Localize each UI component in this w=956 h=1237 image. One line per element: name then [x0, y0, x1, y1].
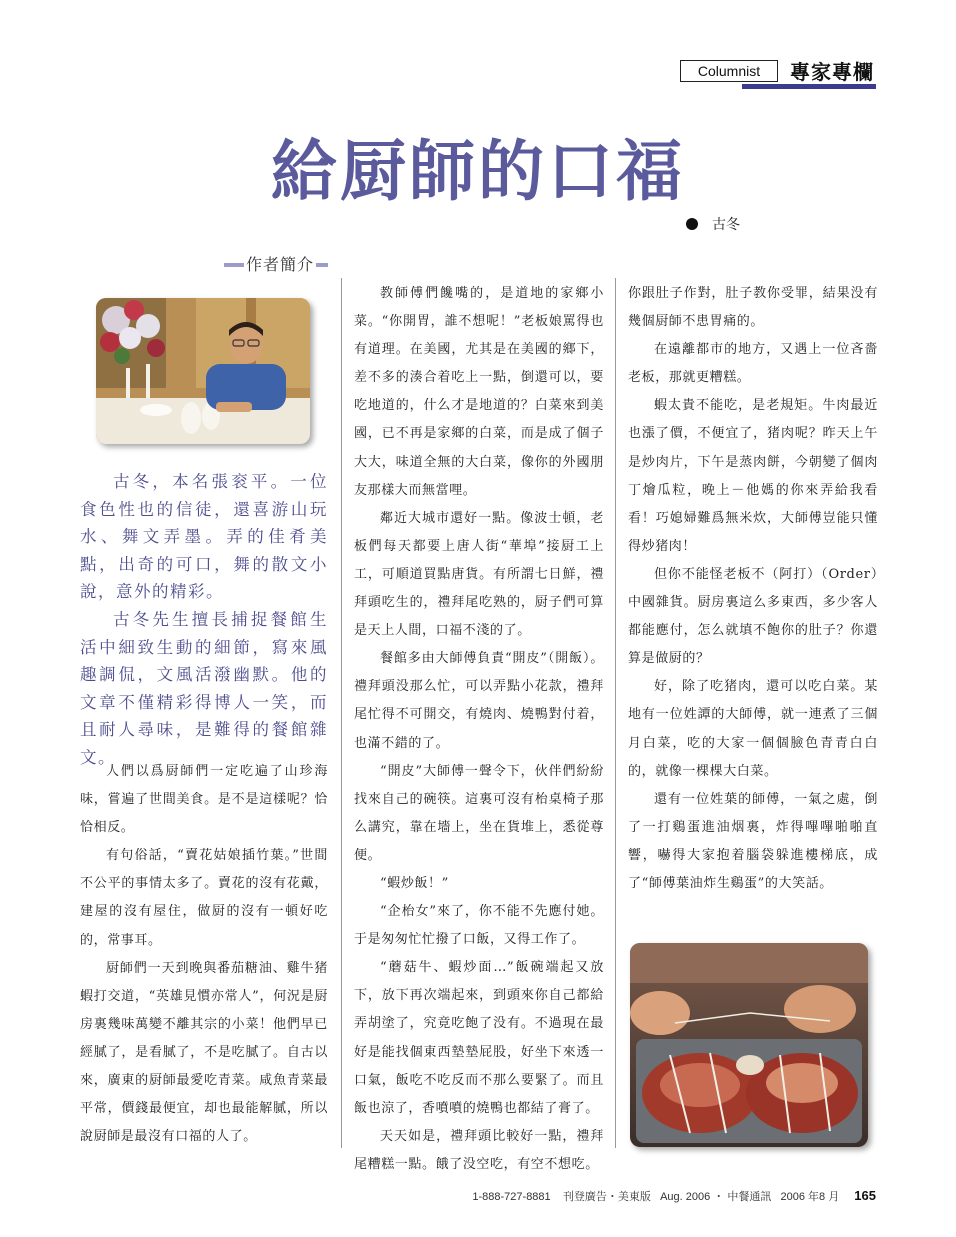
- article-column-3: [628, 280, 878, 898]
- body-paragraph: 教師傅們饞嘴的，是道地的家鄉小菜。“你開胃，誰不想呢！”老板娘罵得也有道理。在美國，尤其是在美國的鄉下，差不多的湊合着吃上一點，倒還可以，要吃地道的，什么才是地道的？白菜來到美國，已不再是家鄉的白菜，而是成了個子大大，味道全無的大白菜，像你的外國朋友那樣大而無當哩。: [354, 286, 604, 498]
- article-column-1: [80, 758, 328, 1151]
- body-paragraph: 天天如是，禮拜頭比較好一點，禮拜尾糟糕一點。餓了没空吃，有空不想吃。: [354, 1128, 604, 1172]
- page-footer: 1-888-727-8881 刊登廣告・美東版 Aug. 2006 ・ 中餐通訊 2006 年8 月 165: [472, 1188, 876, 1203]
- footer-ad: 刊登廣告・美東版: [562, 1191, 651, 1203]
- author-bio: [80, 468, 328, 772]
- article-column-2: [354, 280, 604, 1179]
- section-title: 專家專欄: [790, 60, 874, 84]
- body-paragraph: 好，除了吃猪肉，還可以吃白菜。某地有一位姓譚的大師傅，就一連煮了三個月白菜，吃的大家一個個臉色青青白白的，就像一棵棵大白菜。: [628, 679, 878, 779]
- body-paragraph: 但你不能怪老板不（阿打）（Order）中國雜貨。厨房裏這么多東西，多少客人都能應付，怎么就填不飽你的肚子？你還算是做厨的？: [628, 566, 878, 667]
- body-paragraph: 在遠離都市的地方，又遇上一位吝嗇老板，那就更糟糕。: [628, 342, 878, 386]
- footer-phone: 1-888-727-8881: [472, 1191, 551, 1203]
- author-name: 古冬: [712, 217, 740, 233]
- column-divider: [615, 278, 616, 1148]
- body-paragraph: 鄰近大城市還好一點。像波士頓，老板們每天都要上唐人街“華埠”接厨工上工，可順道買點唐貨。有所謂七日鮮，禮拜頭吃生的，禮拜尾吃熟的，厨子們可算是天上人間，口福不淺的了。: [354, 510, 604, 639]
- bio-paragraph: 古冬，本名張衮平。一位食色性也的信徒，還喜游山玩水、舞文弄墨。弄的佳肴美點，出奇的可口，舞的散文小說，意外的精彩。: [80, 472, 328, 602]
- byline: [686, 214, 740, 234]
- author-photo: [96, 298, 310, 444]
- footer-date-zh: 2006 年8 月: [780, 1191, 840, 1203]
- body-paragraph: 厨師們一天到晚與番茄糖油、雞牛猪蝦打交道，“英雄見慣亦常人”，何況是厨房裏幾味萬變不離其宗的小菜！他們早已經膩了，是看膩了，不是吃膩了。自古以來，廣東的厨師最愛吃青菜。咸魚青菜最平常，價錢最便宜，却也最能解膩，所以說厨師是最沒有口福的人了。: [80, 960, 328, 1145]
- header-rule: [742, 84, 876, 89]
- bullet-icon: [686, 218, 698, 230]
- body-paragraph: 還有一位姓葉的師傅，一氣之處，倒了一打鷄蛋進油烟裏，炸得嗶嗶啪啪直響，嚇得大家抱着腦袋躲進樓梯底，成了“師傅葉油炸生鷄蛋”的大笑話。: [628, 791, 878, 891]
- author-portrait-image: [96, 298, 310, 444]
- body-paragraph: “蝦炒飯！”: [380, 875, 449, 891]
- body-paragraph: 蝦太貴不能吃，是老規矩。牛肉最近也漲了價，不便宜了，猪肉呢？昨天上午是炒肉片，下午是蒸肉餅，今朝變了個肉丁燴瓜粒，晚上－他媽的你來弄給我看看！巧媳婦難爲無米炊，大師傅豈能只懂得炒猪肉！: [628, 398, 878, 554]
- bio-label: 作者簡介: [244, 252, 316, 275]
- body-paragraph: 人們以爲厨師們一定吃遍了山珍海味，嘗遍了世間美食。是不是這樣呢？恰恰相反。: [80, 764, 328, 836]
- body-paragraph: 有句俗話，“賣花姑娘插竹葉。”世間不公平的事情太多了。賣花的沒有花戴，建屋的沒有屋住，做厨的沒有一頓好吃的，常事耳。: [80, 848, 328, 948]
- body-paragraph: “開皮”大師傅一聲令下，伙伴們紛紛找來自己的碗筷。這裏可沒有枱桌椅子那么講究，靠在墻上，坐在貨堆上，悉從尊便。: [354, 763, 604, 863]
- body-paragraph: 餐館多由大師傅負責“開皮”（開飯）。禮拜頭没那么忙，可以弄點小花款，禮拜尾忙得不可開交，有燒肉、燒鴨對付着，也滿不錯的了。: [354, 651, 604, 751]
- page-number: 165: [854, 1188, 876, 1203]
- body-paragraph: 你跟肚子作對，肚子教你受罪，結果没有幾個厨師不患胃痛的。: [628, 286, 878, 330]
- footer-date-en: Aug. 2006: [660, 1191, 711, 1203]
- footer-publication: 中餐通訊: [727, 1191, 772, 1203]
- column-divider: [341, 278, 342, 1148]
- body-paragraph: “企枱女”來了，你不能不先應付她。于是匆匆忙忙撥了口飯，又得工作了。: [354, 904, 604, 948]
- food-photo: [630, 943, 868, 1147]
- bio-paragraph: 古冬先生擅長捕捉餐館生活中細致生動的細節，寫來風趣調侃，文風活潑幽默。他的文章不僅精彩得博人一笑，而且耐人尋味，是難得的餐館雜文。: [80, 609, 328, 767]
- columnist-label: Columnist: [680, 60, 778, 82]
- body-paragraph: “蘑菇牛、蝦炒面…”飯碗端起又放下，放下再次端起來，到頭來你自己都給弄胡塗了，究竟吃飽了没有。不過現在最好是能找個東西墊墊屁股，好坐下來透一口氣，飯吃不吃反而不那么要緊了。而且飯也涼了，香噴噴的燒鴨也都結了膏了。: [354, 960, 604, 1116]
- article-title: 給厨師的口福: [271, 132, 685, 210]
- roast-meat-image: [630, 943, 868, 1147]
